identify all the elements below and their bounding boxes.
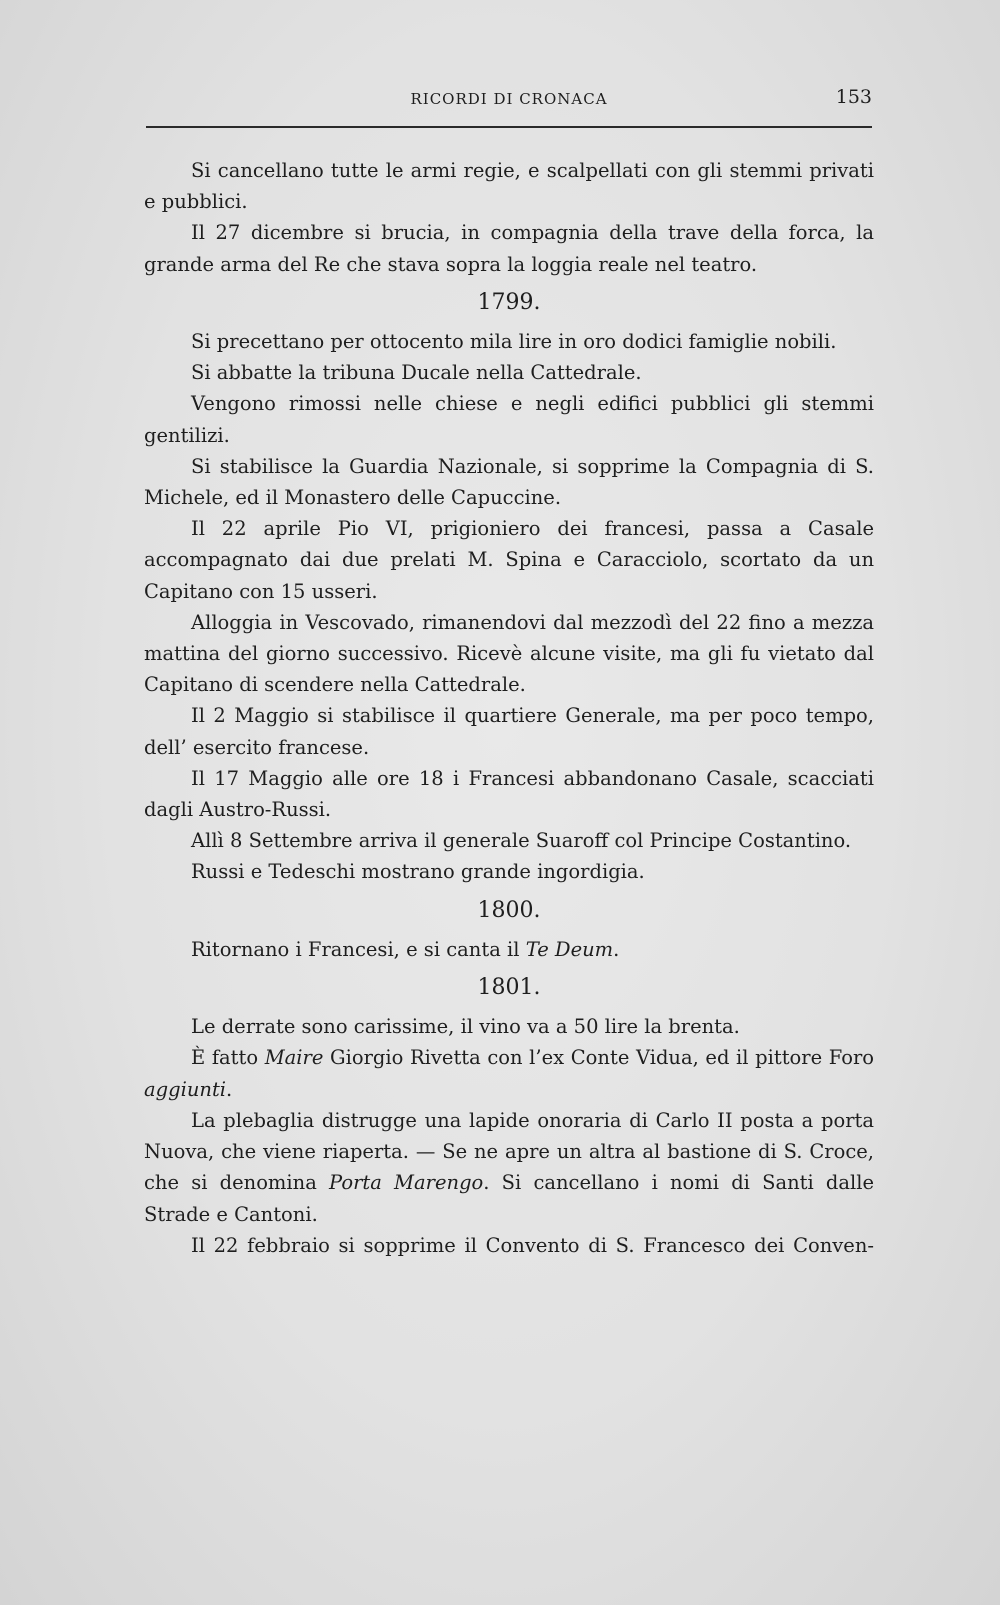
paragraph: Si cancellano tutte le armi regie, e scalpellati con gli stemmi privati e pubblici. bbox=[144, 159, 874, 214]
italic-run: Maire bbox=[264, 1046, 324, 1070]
year-heading: 1801. bbox=[477, 975, 541, 1001]
paragraph: Vengono rimossi nelle chiese e negli edifici pubblici gli stemmi gentilizi. bbox=[144, 392, 874, 447]
paragraph bbox=[144, 1105, 874, 1230]
paragraph: Russi e Tedeschi mostrano grande ingordigia. bbox=[191, 860, 645, 884]
paragraph: Il 17 Maggio alle ore 18 i Francesi abbandonano Casale, scacciati dagli Austro-Russi. bbox=[144, 766, 874, 822]
text-run: . bbox=[613, 937, 620, 961]
year-heading: 1799. bbox=[477, 289, 541, 315]
paragraph: Si stabilisce la Guardia Nazionale, si sopprime la Compagnia di S. Michele, ed il Monastero delle Capuccine. bbox=[144, 454, 874, 510]
text-run: La plebaglia distrugge una lapide onoraria di Carlo II posta a porta Nuova, che viene riaperta. — Se ne apre un altra al bastione di S. Croce, che si denomina bbox=[144, 1108, 874, 1195]
paragraph: Il 22 aprile Pio VI, prigioniero dei francesi, passa a Casale accompagnato dai due prelati M. Spina e Caracciolo, scortato da un Capitano con 15 usseri. bbox=[144, 517, 874, 603]
paragraph: Si precettano per ottocento mila lire in oro dodici famiglie nobili. bbox=[191, 330, 837, 354]
text-run: . Si cancellano i nomi di Santi dalle Strade e Cantoni. bbox=[144, 1171, 874, 1226]
italic-run: aggiunti bbox=[144, 1077, 227, 1101]
paragraph: Alloggia in Vescovado, rimanendovi dal mezzodì del 22 fino a mezza mattina del giorno successivo. Ricevè alcune visite, ma gli fu vietato dal Capitano di scendere nella Cattedrale. bbox=[144, 610, 874, 697]
italic-run: Te Deum bbox=[525, 937, 614, 961]
paragraph: Le derrate sono carissime, il vino va a 50 lire la brenta. bbox=[191, 1015, 740, 1039]
paragraph: Il 22 febbraio si sopprime il Convento di S. Francesco dei Conven- bbox=[191, 1233, 874, 1257]
paragraph: Il 2 Maggio si stabilisce il quartiere Generale, ma per poco tempo, dell’ esercito francese. bbox=[144, 704, 874, 759]
text-run: . bbox=[226, 1077, 233, 1101]
paragraph: Si abbatte la tribuna Ducale nella Cattedrale. bbox=[191, 361, 642, 385]
paragraph: Il 27 dicembre si brucia, in compagnia della trave della forca, la grande arma del Re che stava sopra la loggia reale nel teatro. bbox=[144, 221, 874, 276]
header-rule bbox=[146, 126, 872, 128]
page-number: 153 bbox=[835, 86, 872, 108]
body-text bbox=[144, 155, 874, 1261]
paragraph bbox=[144, 934, 874, 965]
text-run: Giorgio Rivetta con l’ex Conte Vidua, ed il pittore Foro bbox=[323, 1046, 874, 1070]
running-title: RICORDI DI CRONACA bbox=[410, 90, 608, 108]
text-run: Ritornano i Francesi, e si canta il bbox=[191, 937, 526, 961]
paragraph: Allì 8 Settembre arriva il generale Suaroff col Principe Costantino. bbox=[191, 829, 852, 853]
paragraph bbox=[144, 1042, 874, 1104]
year-heading: 1800. bbox=[477, 897, 541, 923]
running-header bbox=[146, 86, 872, 116]
text-run: È fatto bbox=[191, 1046, 265, 1070]
italic-run: Porta Marengo bbox=[329, 1171, 484, 1195]
